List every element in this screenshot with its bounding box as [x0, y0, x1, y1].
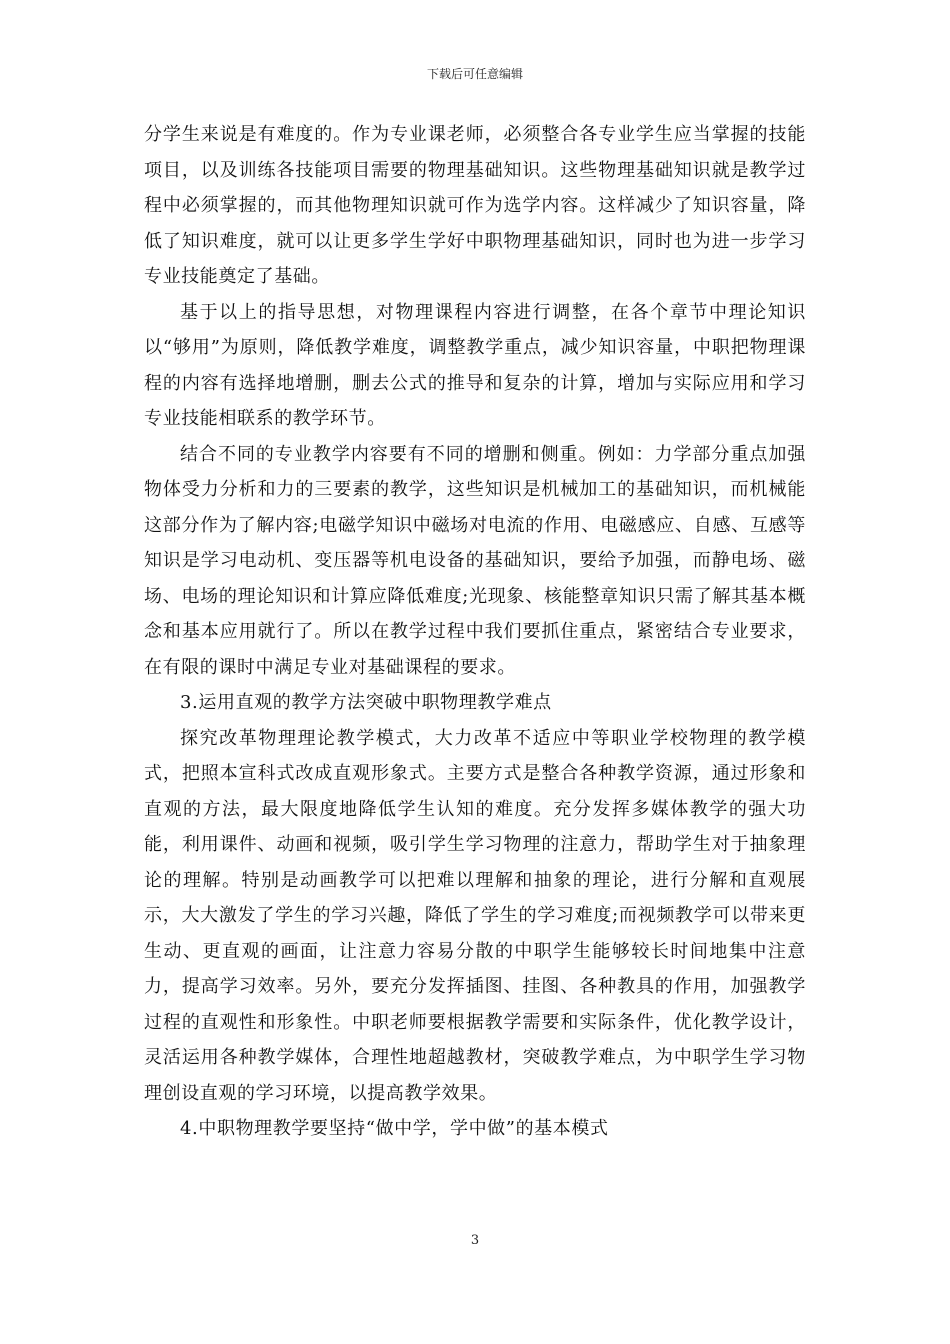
- page-number: 3: [470, 1233, 480, 1248]
- page-header: 下载后可任意编辑: [426, 67, 523, 81]
- paragraph-1: 分学生来说是有难度的。作为专业课老师，必须整合各专业学生应当掌握的技能项目，以及训练各技能项目需要的物理基础知识。这些物理基础知识就是教学过程中必须掌握的，而其他物理知识就可作为选学内容。这样减少了知识容量，降低了知识难度，就可以让更多学生学好中职物理基础知识，同时也为进一步学习专业技能奠定了基础。: [144, 124, 806, 287]
- section-heading-3: 3.运用直观的教学方法突破中职物理教学难点: [180, 692, 552, 713]
- document-body: [144, 117, 806, 1147]
- paragraph-2: 基于以上的指导思想，对物理课程内容进行调整，在各个章节中理论知识以“够用”为原则，降低教学难度，调整教学重点，减少知识容量，中职把物理课程的内容有选择地增删，删去公式的推导和复杂的计算，增加与实际应用和学习专业技能相联系的教学环节。: [144, 301, 806, 429]
- paragraph-4: 探究改革物理理论教学模式，大力改革不适应中等职业学校物理的教学模式，把照本宣科式改成直观形象式。主要方式是整合各种教学资源，通过形象和直观的方法，最大限度地降低学生认知的难度。充分发挥多媒体教学的强大功能，利用课件、动画和视频，吸引学生学习物理的注意力，帮助学生对于抽象理论的理解。特别是动画教学可以把难以理解和抽象的理论，进行分解和直观展示，大大激发了学生的学习兴趣，降低了学生的学习难度;而视频教学可以带来更生动、更直观的画面，让注意力容易分散的中职学生能够较长时间地集中注意力，提高学习效率。另外，要充分发挥插图、挂图、各种教具的作用，加强教学过程的直观性和形象性。中职老师要根据教学需要和实际条件，优化教学设计，灵活运用各种教学媒体，合理性地超越教材，突破教学难点，为中职学生学习物理创设直观的学习环境，以提高教学效果。: [144, 727, 806, 1104]
- section-heading-4: 4.中职物理教学要坚持“做中学，学中做”的基本模式: [180, 1118, 609, 1139]
- paragraph-3: 结合不同的专业教学内容要有不同的增删和侧重。例如：力学部分重点加强物体受力分析和力的三要素的教学，这些知识是机械加工的基础知识，而机械能这部分作为了解内容;电磁学知识中磁场对电流的作用、电磁感应、自感、互感等知识是学习电动机、变压器等机电设备的基础知识，要给予加强，而静电场、磁场、电场的理论知识和计算应降低难度;光现象、核能整章知识只需了解其基本概念和基本应用就行了。所以在教学过程中我们要抓住重点，紧密结合专业要求，在有限的课时中满足专业对基础课程的要求。: [144, 443, 806, 678]
